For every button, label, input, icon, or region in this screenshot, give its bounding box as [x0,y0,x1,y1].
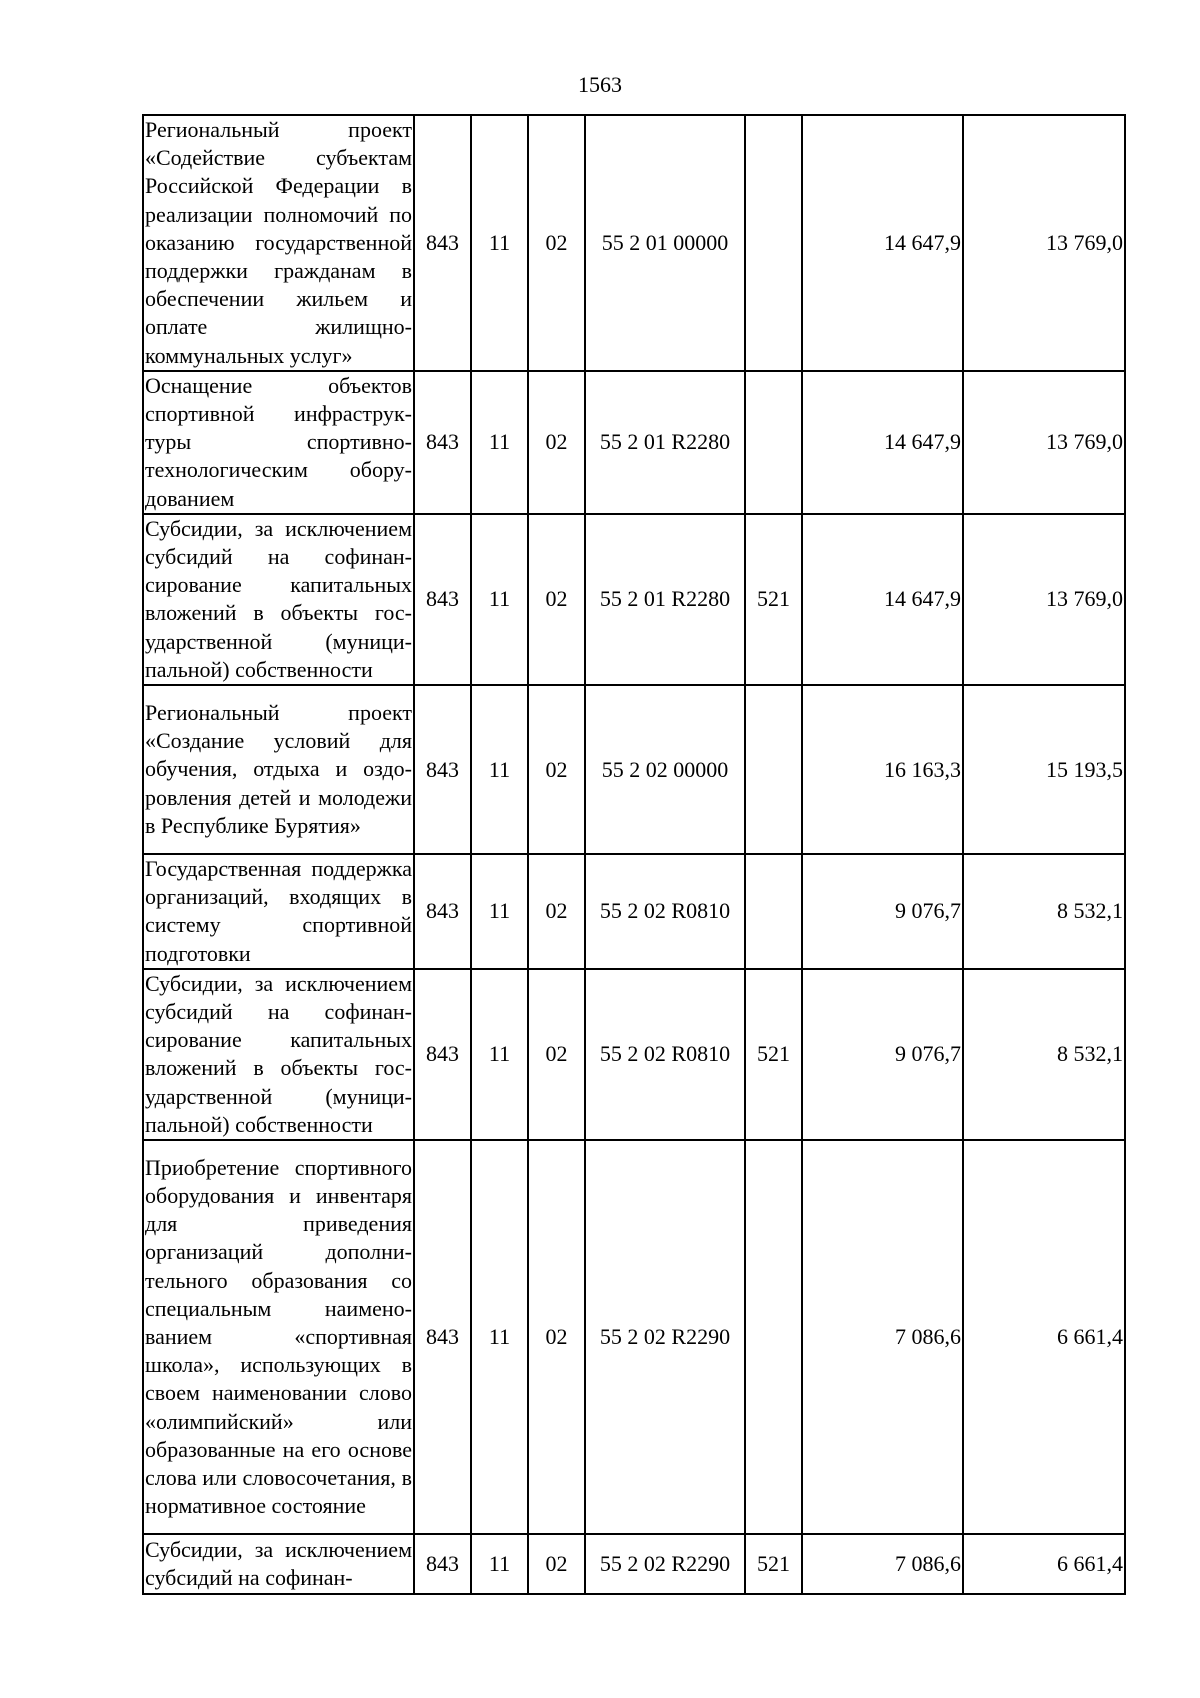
subsection-code: 02 [528,685,585,854]
target-code: 55 2 01 00000 [585,115,745,371]
section-code: 11 [471,1140,528,1534]
row-name: Приобретение спортивного оборудования и инвентаря для приведения организаций дополнительного образования со специальным наименованием «спортивная школа», использующих в своем наименовании слово «олимпийский» или образованные на его основе слова или словосочетания, в нормативное состояние [143,1140,414,1534]
amount-2: 6 661,4 [963,1534,1125,1594]
subsection-code: 02 [528,514,585,685]
budget-table [142,114,1126,1595]
target-code: 55 2 01 R2280 [585,371,745,514]
section-code: 11 [471,685,528,854]
ministry-code: 843 [414,969,471,1140]
expense-type-code [745,371,802,514]
table-row [143,514,1125,685]
ministry-code: 843 [414,115,471,371]
page-number: 1563 [578,72,622,97]
table-row [143,854,1125,969]
expense-type-code: 521 [745,969,802,1140]
section-code: 11 [471,115,528,371]
amount-2: 15 193,5 [963,685,1125,854]
section-code: 11 [471,854,528,969]
section-code: 11 [471,1534,528,1594]
amount-1: 9 076,7 [802,854,963,969]
target-code: 55 2 02 R0810 [585,969,745,1140]
ministry-code: 843 [414,1140,471,1534]
table-row [143,969,1125,1140]
table-row [143,115,1125,371]
section-code: 11 [471,514,528,685]
amount-2: 8 532,1 [963,854,1125,969]
amount-1: 14 647,9 [802,371,963,514]
amount-2: 13 769,0 [963,371,1125,514]
expense-type-code: 521 [745,1534,802,1594]
amount-2: 6 661,4 [963,1140,1125,1534]
target-code: 55 2 02 R2290 [585,1534,745,1594]
row-name: Субсидии, за исключением субсидий на софинансирование капитальных вложений в объекты государственной (муниципальной) собственности [143,514,414,685]
amount-1: 14 647,9 [802,514,963,685]
subsection-code: 02 [528,371,585,514]
amount-1: 7 086,6 [802,1534,963,1594]
table-row [143,371,1125,514]
row-name: Субсидии, за исключением субсидий на софинансирование капитальных вложений в объекты государственной (муниципальной) собственности [143,969,414,1140]
amount-2: 13 769,0 [963,115,1125,371]
target-code: 55 2 02 R0810 [585,854,745,969]
ministry-code: 843 [414,1534,471,1594]
ministry-code: 843 [414,371,471,514]
subsection-code: 02 [528,969,585,1140]
ministry-code: 843 [414,854,471,969]
expense-type-code [745,854,802,969]
row-name: Региональный проект «Создание условий для обучения, отдыха и оздоровления детей и молодежи в Республике Бурятия» [143,685,414,854]
expense-type-code [745,115,802,371]
table-row [143,685,1125,854]
table-row [143,1534,1125,1594]
row-name: Государственная поддержка организаций, входящих в систему спортивной подготовки [143,854,414,969]
ministry-code: 843 [414,514,471,685]
target-code: 55 2 02 00000 [585,685,745,854]
expense-type-code [745,1140,802,1534]
amount-1: 9 076,7 [802,969,963,1140]
amount-2: 8 532,1 [963,969,1125,1140]
section-code: 11 [471,371,528,514]
subsection-code: 02 [528,854,585,969]
table-row [143,1140,1125,1534]
amount-1: 16 163,3 [802,685,963,854]
expense-type-code: 521 [745,514,802,685]
row-name: Региональный проект «Содействие субъектам Российской Федерации в реализации полномочий по оказанию государственной поддержки гражданам в обеспечении жильем и оплате жилищно-коммунальных услуг» [143,115,414,371]
row-name: Оснащение объектов спортивной инфраструктуры спортивно-технологическим оборудованием [143,371,414,514]
target-code: 55 2 01 R2280 [585,514,745,685]
ministry-code: 843 [414,685,471,854]
subsection-code: 02 [528,1140,585,1534]
expense-type-code [745,685,802,854]
amount-1: 7 086,6 [802,1140,963,1534]
section-code: 11 [471,969,528,1140]
subsection-code: 02 [528,115,585,371]
target-code: 55 2 02 R2290 [585,1140,745,1534]
amount-1: 14 647,9 [802,115,963,371]
subsection-code: 02 [528,1534,585,1594]
amount-2: 13 769,0 [963,514,1125,685]
row-name: Субсидии, за исключением субсидий на софинан- [143,1534,414,1594]
